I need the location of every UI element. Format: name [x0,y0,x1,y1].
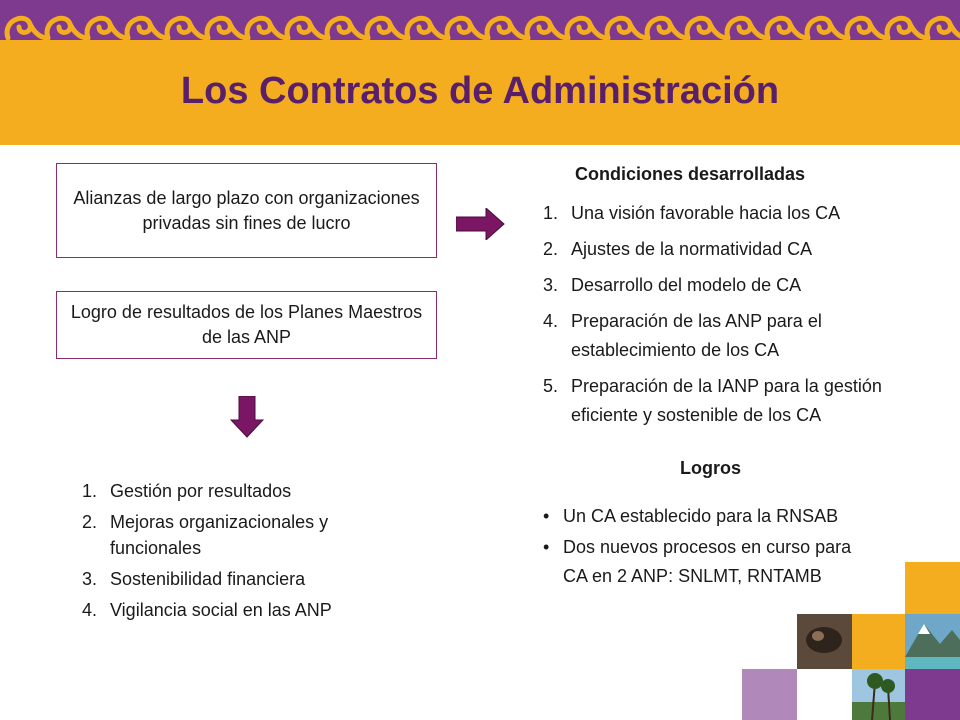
list-item [82,597,412,623]
mosaic-tile [742,669,797,720]
list-text: Un CA establecido para la RNSAB [563,506,839,526]
list-item [543,307,943,365]
wave-scroll-icon [847,18,888,38]
list-item [82,566,412,592]
list-number: 1. [82,481,98,501]
list-text: Sostenibilidad financiera [110,569,306,589]
wave-scroll-icon [887,18,928,38]
bullet-icon: • [543,506,550,526]
alliance-box: Alianzas de largo plazo con organizaciones privadas sin fines de lucro [56,163,437,258]
decorative-wave-band [0,0,960,50]
condiciones-heading: Condiciones desarrolladas [575,164,806,184]
wave-scroll-icon [47,18,88,38]
list-item [82,478,412,504]
wave-scroll-icon [367,18,408,38]
arrow-right-icon [456,208,506,240]
list-item [543,372,943,430]
list-item [543,199,943,228]
wave-pattern-icon [0,0,960,50]
mosaic-tile [905,562,960,614]
list-text: Dos nuevos procesos en curso para CA en 2 ANP: SNLMT, RNTAMB [563,537,852,586]
wave-scroll-icon [327,18,368,38]
list-text: Una visión favorable hacia los CA [571,203,841,223]
condiciones-list [543,199,943,437]
arrow-down-icon [230,396,264,438]
list-text: Preparación de la IANP para la gestión eficiente y sostenible de los CA [571,376,882,425]
mosaic-tile [852,614,905,669]
wave-scroll-icon [7,18,48,38]
list-number: 4. [543,311,559,331]
list-number: 2. [82,512,98,532]
wave-scroll-icon [487,18,528,38]
list-item [543,271,943,300]
mosaic-tile [905,669,960,720]
list-item [543,502,873,531]
wave-scroll-icon [527,18,568,38]
wave-scroll-icon [727,18,768,38]
list-text: Gestión por resultados [110,481,292,501]
wave-scroll-icon [167,18,208,38]
list-number: 4. [82,600,98,620]
wave-scroll-icon [647,18,688,38]
photo-mosaic [742,562,960,720]
wave-scroll-icon [687,18,728,38]
list-number: 5. [543,376,559,396]
slide-title: Los Contratos de Administración [180,70,780,112]
list-number: 2. [543,239,559,259]
wave-scroll-icon [207,18,248,38]
bullet-icon: • [543,537,550,557]
wave-scroll-icon [607,18,648,38]
wave-scroll-icon [87,18,128,38]
list-item [82,509,412,561]
list-text: Desarrollo del modelo de CA [571,275,802,295]
list-text: Vigilancia social en las ANP [110,600,332,620]
list-number: 1. [543,203,559,223]
logros-heading: Logros [680,458,741,478]
wave-scroll-icon [287,18,328,38]
slide-header [0,0,960,145]
wave-scroll-icon [407,18,448,38]
wave-scroll-icon [927,18,960,38]
wave-scroll-icon [247,18,288,38]
wave-scroll-icon [567,18,608,38]
wave-scroll-icon [767,18,808,38]
wave-scroll-icon [127,18,168,38]
list-text: Preparación de las ANP para el establecimiento de los CA [571,311,822,360]
wave-scroll-icon [807,18,848,38]
resultados-list [82,478,412,628]
list-number: 3. [82,569,98,589]
list-item [543,235,943,264]
wave-scroll-icon [447,18,488,38]
list-number: 3. [543,275,559,295]
results-box: Logro de resultados de los Planes Maestros de las ANP [56,291,437,359]
mosaic-tile [797,669,852,720]
list-text: Ajustes de la normatividad CA [571,239,813,259]
list-text: Mejoras organizacionales y funcionales [110,512,329,558]
